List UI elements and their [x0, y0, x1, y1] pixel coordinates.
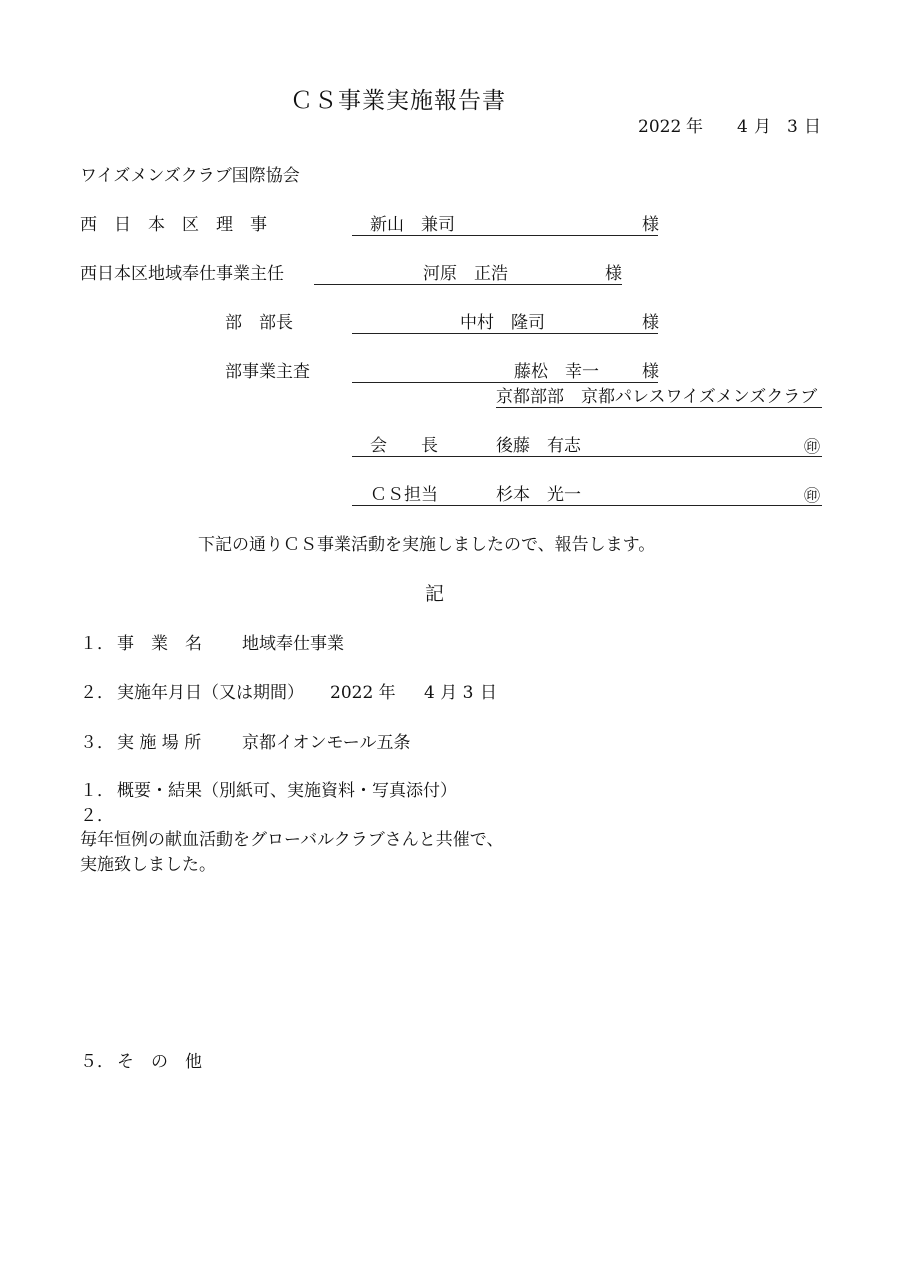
item-label: 事 業 名 [117, 634, 202, 654]
date-month: 4 [737, 117, 748, 137]
addressee-name: 河原 正浩 [423, 264, 508, 284]
item-label: 実施年月日（又は期間） [117, 683, 304, 703]
underline [314, 284, 622, 285]
item-label: 実 施 場 所 [117, 733, 202, 753]
seal-icon: ㊞ [804, 437, 821, 456]
underline [352, 505, 822, 506]
addressee-role: 西 日 本 区 理 事 [80, 215, 267, 235]
signer-role: 会 長 [370, 436, 438, 456]
date-day-unit: 日 [804, 117, 821, 137]
intro-sentence: 下記の通りＣＳ事業活動を実施しましたので、報告します。 [198, 535, 656, 555]
seal-icon: ㊞ [804, 486, 821, 505]
addressee-role: 部事業主査 [225, 362, 310, 382]
date-month-unit: 月 [754, 117, 771, 137]
item-value-year: 2022 年 [330, 683, 396, 703]
item-number: ２． [80, 806, 114, 826]
recipient-organization: ワイズメンズクラブ国際協会 [80, 166, 300, 186]
underline [352, 333, 658, 334]
addressee-honorific: 様 [642, 362, 659, 382]
item-value-day: 日 [480, 683, 497, 703]
addressee-name: 新山 兼司 [370, 215, 455, 235]
underline [496, 407, 822, 408]
date-year: 2022 [638, 117, 682, 137]
item-label: そ の 他 [117, 1052, 202, 1072]
addressee-role: 西日本区地域奉仕事業主任 [80, 264, 284, 284]
item-number: ３． [80, 733, 114, 753]
item-value: 地域奉仕事業 [242, 634, 344, 654]
ki-heading: 記 [425, 583, 445, 605]
addressee-role: 部 部長 [225, 313, 293, 333]
signer-name: 後藤 有志 [496, 436, 581, 456]
sender-club: 京都部部 京都パレスワイズメンズクラブ [496, 387, 818, 407]
document-title: ＣＳ事業実施報告書 [290, 88, 506, 114]
addressee-name: 中村 隆司 [460, 313, 545, 333]
addressee-honorific: 様 [605, 264, 622, 284]
signer-role: ＣＳ担当 [370, 485, 438, 505]
underline [352, 235, 658, 236]
item-number: ５． [80, 1052, 114, 1072]
signer-name: 杉本 光一 [496, 485, 581, 505]
addressee-name: 藤松 幸一 [514, 362, 599, 382]
item-number: １． [80, 781, 114, 801]
addressee-honorific: 様 [642, 313, 659, 333]
item-label: 概要・結果（別紙可、実施資料・写真添付） [117, 781, 457, 801]
date-day: 3 [787, 117, 798, 137]
underline [352, 456, 822, 457]
item-number: ２． [80, 683, 114, 703]
summary-line: 実施致しました。 [80, 855, 216, 875]
item-value-date: 4 月 3 [424, 683, 474, 703]
item-value: 京都イオンモール五条 [242, 733, 411, 753]
underline [352, 382, 658, 383]
summary-line: 毎年恒例の献血活動をグローバルクラブさんと共催で、 [80, 830, 504, 850]
item-number: １． [80, 634, 114, 654]
date-year-unit: 年 [686, 117, 703, 137]
addressee-honorific: 様 [642, 215, 659, 235]
